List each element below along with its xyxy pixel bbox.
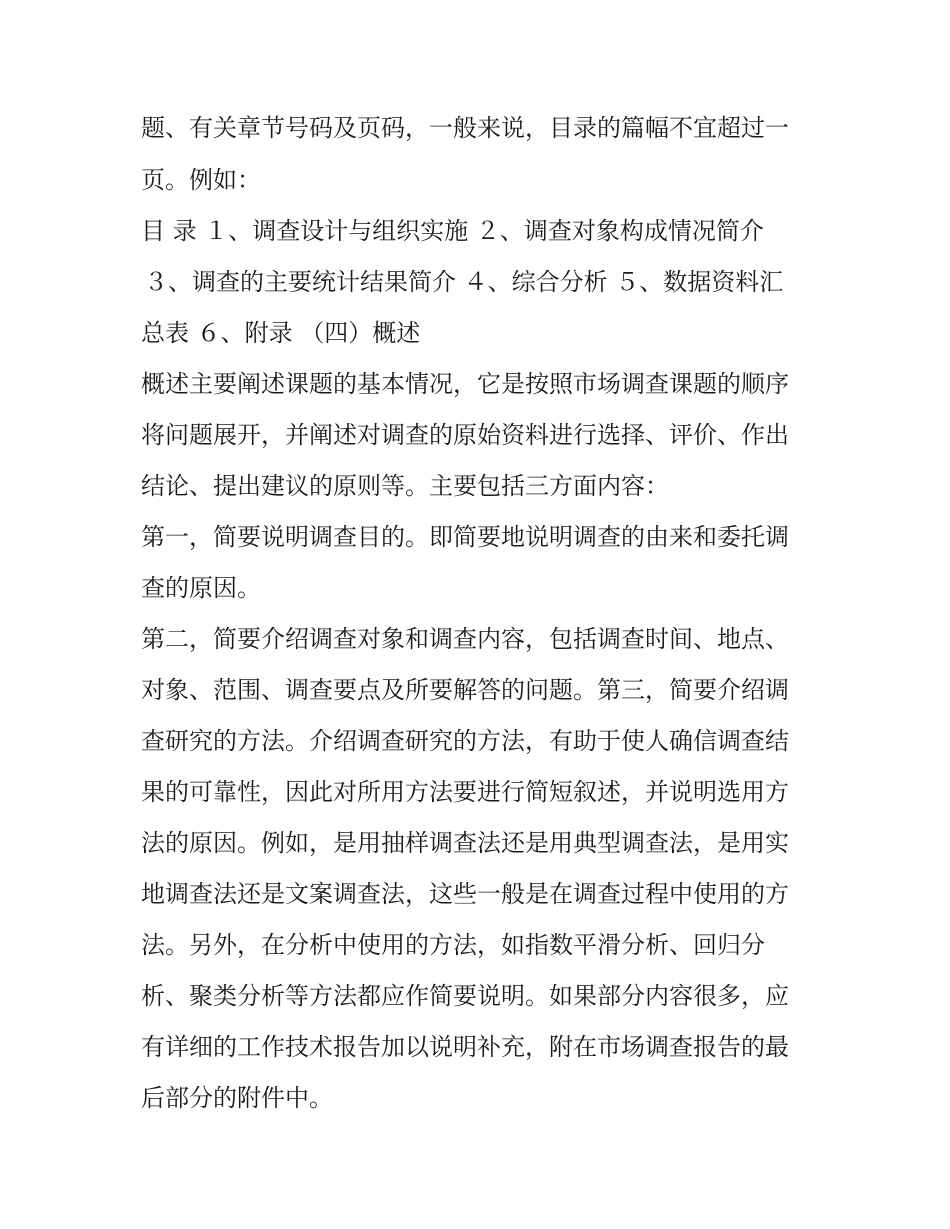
text-line: 页。例如： (141, 166, 261, 194)
text-line: 第一，简要说明调查目的。即简要地说明调查的由来和委托调 (141, 523, 789, 551)
text-line: 地调查法还是文案调查法，这些一般是在调查过程中使用的方 (141, 880, 789, 908)
text-line: 果的可靠性，因此对所用方法要进行简短叙述，并说明选用方 (141, 778, 789, 806)
text-line: 对象、范围、调查要点及所要解答的问题。第三，简要介绍调 (141, 676, 789, 704)
text-line: 法。另外，在分析中使用的方法，如指数平滑分析、回归分 (141, 931, 765, 959)
text-line: 结论、提出建议的原则等。主要包括三方面内容： (141, 472, 669, 500)
text-line: 目 录 １、调查设计与组织实施 ２、调查对象构成情况简介 (141, 217, 764, 245)
text-line: 概述主要阐述课题的基本情况，它是按照市场调查课题的顺序 (141, 370, 789, 398)
text-line: 题、有关章节号码及页码，一般来说，目录的篇幅不宜超过一 (141, 114, 789, 142)
text-line: 析、聚类分析等方法都应作简要说明。如果部分内容很多，应 (141, 982, 789, 1010)
text-line: 后部分的附件中。 (141, 1084, 333, 1112)
text-line: 查研究的方法。介绍调查研究的方法，有助于使人确信调查结 (141, 727, 789, 755)
text-line: 查的原因。 (141, 574, 261, 602)
text-line: 将问题展开，并阐述对调查的原始资料进行选择、评价、作出 (141, 421, 789, 449)
text-line: 法的原因。例如，是用抽样调查法还是用典型调查法，是用实 (141, 829, 789, 857)
text-line: 有详细的工作技术报告加以说明补充，附在市场调查报告的最 (141, 1033, 789, 1061)
text-line: 总表 ６、附录 （四）概述 (141, 319, 421, 347)
text-line: 第二，简要介绍调查对象和调查内容，包括调查时间、地点、 (141, 625, 789, 653)
text-line: ３、调查的主要统计结果简介 ４、综合分析 ５、数据资料汇 (144, 268, 784, 296)
